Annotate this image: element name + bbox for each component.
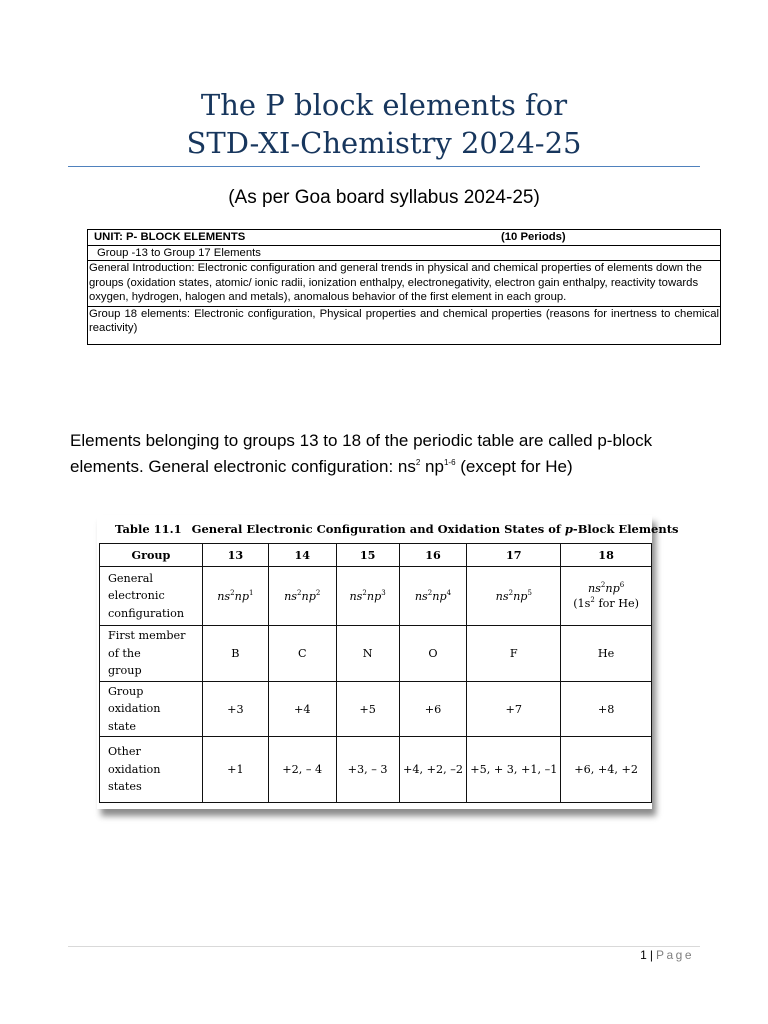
header-group: Group bbox=[100, 544, 203, 567]
caption-number: Table 11.1 bbox=[115, 522, 182, 536]
first-member-13: B bbox=[202, 626, 268, 682]
unit-heading-cell bbox=[88, 230, 721, 246]
introduction-cell: General Introduction: Electronic configuration and general trends in physical and chemical properties of elements down the groups (oxidation states, atomic/ ionic radii, ionization enthalpy, electronegativity, electron gain enthalpy, reactivity towards oxygen, hydrogen, halogen and metals), anomalous behavior of the first element in each group. bbox=[88, 261, 721, 307]
cfg-np: np bbox=[234, 589, 250, 603]
paragraph-end: (except for He) bbox=[455, 457, 573, 476]
group-ox-row bbox=[100, 682, 652, 737]
cfg-ns: ns bbox=[414, 589, 428, 603]
intro-paragraph bbox=[70, 428, 710, 480]
other-ox-label-3: states bbox=[108, 780, 142, 794]
config-16 bbox=[399, 567, 467, 626]
header-13: 13 bbox=[202, 544, 268, 567]
first-member-label-2: of the bbox=[108, 646, 141, 660]
he-note-a: (1s bbox=[573, 597, 591, 610]
other-ox-label bbox=[100, 737, 203, 803]
cfg-sup: 2 bbox=[508, 588, 514, 597]
cfg-sup: 3 bbox=[381, 588, 386, 597]
other-ox-18: +6, +4, +2 bbox=[561, 737, 652, 803]
other-ox-14: +2, – 4 bbox=[268, 737, 336, 803]
cfg-sup: 4 bbox=[446, 588, 452, 597]
paragraph-sup-1: 2 bbox=[415, 458, 421, 467]
first-member-17: F bbox=[467, 626, 561, 682]
cfg-sup: 5 bbox=[527, 588, 532, 597]
cfg-np: np bbox=[366, 589, 382, 603]
title-line-1: The P block elements for bbox=[200, 88, 568, 122]
other-ox-label-1: Other bbox=[108, 745, 141, 759]
page-footer bbox=[640, 947, 694, 963]
header-15: 15 bbox=[336, 544, 399, 567]
config-label-3: configuration bbox=[108, 606, 185, 620]
group-ox-15: +5 bbox=[336, 682, 399, 737]
document-title bbox=[0, 86, 768, 162]
cfg-sup: 2 bbox=[297, 588, 302, 597]
first-member-18: He bbox=[561, 626, 652, 682]
first-member-16: O bbox=[399, 626, 467, 682]
header-16: 16 bbox=[399, 544, 467, 567]
header-row bbox=[100, 544, 652, 567]
group-ox-label-2: oxidation bbox=[108, 702, 161, 716]
p-block-table bbox=[99, 543, 652, 803]
header-18: 18 bbox=[561, 544, 652, 567]
other-ox-15: +3, – 3 bbox=[336, 737, 399, 803]
first-member-15: N bbox=[336, 626, 399, 682]
config-14 bbox=[268, 567, 336, 626]
config-17 bbox=[467, 567, 561, 626]
group-ox-18: +8 bbox=[561, 682, 652, 737]
cfg-np: np bbox=[605, 582, 620, 595]
group-range-cell: Group -13 to Group 17 Elements bbox=[88, 245, 721, 261]
syllabus-table bbox=[87, 229, 721, 345]
cfg-np: np bbox=[301, 589, 316, 603]
group-ox-13: +3 bbox=[202, 682, 268, 737]
first-member-label bbox=[100, 626, 203, 682]
he-note bbox=[561, 597, 651, 610]
cfg-sup: 2 bbox=[362, 588, 367, 597]
other-ox-row bbox=[100, 737, 652, 803]
cfg-ns: ns bbox=[284, 589, 298, 603]
cfg-ns: ns bbox=[587, 582, 601, 595]
group-ox-17: +7 bbox=[467, 682, 561, 737]
other-ox-17: +5, + 3, +1, –1 bbox=[467, 737, 561, 803]
table-figure-image bbox=[97, 515, 679, 809]
cfg-sup: 2 bbox=[427, 588, 433, 597]
config-row bbox=[100, 567, 652, 626]
page-word: Page bbox=[655, 948, 694, 962]
cfg-sup: 1 bbox=[249, 588, 254, 597]
other-ox-16: +4, +2, –2 bbox=[399, 737, 467, 803]
caption-end: -Block Elements bbox=[572, 522, 679, 536]
header-14: 14 bbox=[268, 544, 336, 567]
footer-rule bbox=[68, 946, 700, 947]
periods-label: (10 Periods) bbox=[501, 231, 566, 243]
config-label bbox=[100, 567, 203, 626]
cfg-sup: 2 bbox=[230, 588, 235, 597]
title-line-2: STD-XI-Chemistry 2024-25 bbox=[186, 126, 582, 160]
cfg-sup: 2 bbox=[315, 588, 321, 597]
unit-label: UNIT: P- BLOCK ELEMENTS bbox=[94, 231, 246, 243]
first-member-label-3: group bbox=[108, 664, 142, 678]
he-note-sup: 2 bbox=[590, 596, 595, 604]
first-member-14: C bbox=[268, 626, 336, 682]
first-member-row bbox=[100, 626, 652, 682]
config-18 bbox=[561, 567, 652, 626]
other-ox-label-2: oxidation bbox=[108, 762, 161, 776]
group-ox-label-1: Group bbox=[108, 684, 144, 698]
group-ox-label-3: state bbox=[108, 719, 137, 733]
figure-caption bbox=[115, 522, 679, 536]
group-ox-16: +6 bbox=[399, 682, 467, 737]
group-ox-label bbox=[100, 682, 203, 737]
title-underline bbox=[68, 166, 700, 167]
paragraph-sup-2: 1-6 bbox=[443, 458, 456, 467]
cfg-ns: ns bbox=[495, 589, 509, 603]
cfg-np: np bbox=[432, 589, 447, 603]
paragraph-mid: np bbox=[420, 457, 444, 476]
config-label-2: electronic bbox=[108, 589, 165, 603]
cfg-np: np bbox=[513, 589, 528, 603]
cfg-sup: 2 bbox=[600, 581, 606, 589]
subtitle: (As per Goa board syllabus 2024-25) bbox=[228, 187, 540, 208]
group-ox-14: +4 bbox=[268, 682, 336, 737]
other-ox-13: +1 bbox=[202, 737, 268, 803]
caption-italic: p bbox=[564, 522, 573, 536]
cfg-ns: ns bbox=[349, 589, 363, 603]
he-note-c: for He) bbox=[594, 597, 639, 610]
group18-cell: Group 18 elements: Electronic configuration, Physical properties and chemical properties (reasons for inertness to chemical reactivity) bbox=[88, 306, 721, 344]
paragraph-text: Elements belonging to groups 13 to 18 of the periodic table are called p-block elements. General electronic configuration: ns bbox=[70, 431, 653, 476]
footer-separator: | bbox=[649, 948, 653, 962]
header-17: 17 bbox=[467, 544, 561, 567]
page-number: 1 bbox=[640, 948, 647, 962]
cfg-sup: 6 bbox=[619, 581, 625, 589]
config-15 bbox=[336, 567, 399, 626]
config-13 bbox=[202, 567, 268, 626]
caption-text: General Electronic Configuration and Oxidation States of bbox=[191, 522, 565, 536]
cfg-ns: ns bbox=[217, 589, 231, 603]
config-label-1: General bbox=[108, 571, 153, 585]
first-member-label-1: First member bbox=[108, 629, 186, 643]
